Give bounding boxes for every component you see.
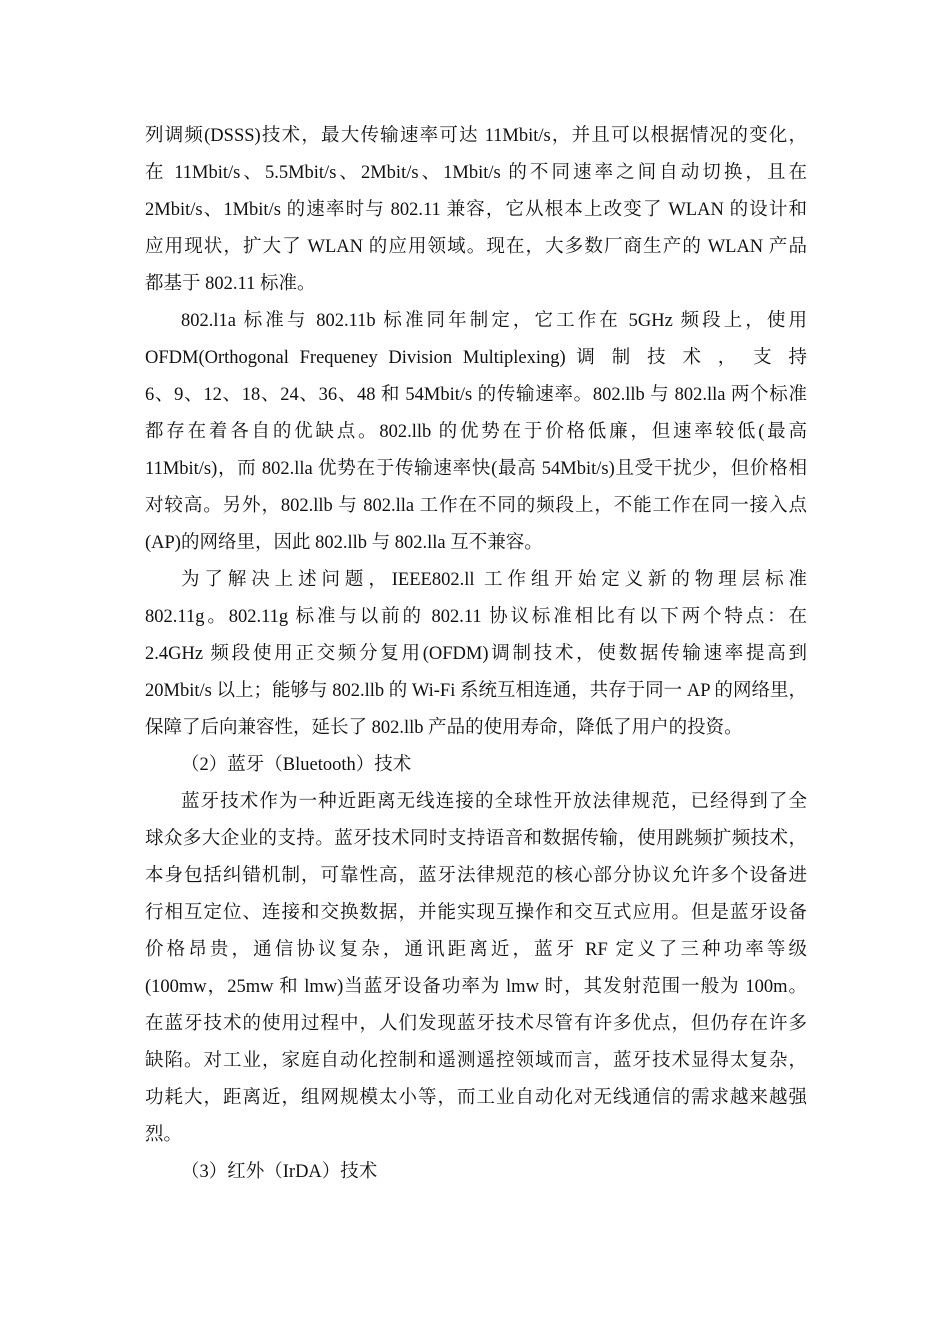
body-text-line: 保障了后向兼容性，延长了 802.llb 产品的使用寿命，降低了用户的投资。 [145,718,743,738]
body-text-line: 都存在着各自的优缺点。802.llb 的优势在于价格低廉，但速率较低(最高 [145,422,807,442]
body-text-line: 本身包括纠错机制，可靠性高，蓝牙法律规范的核心部分协议允许多个设备进 [145,866,807,886]
body-text-line: 烈。 [145,1125,183,1145]
body-text-line: (100mw，25mw 和 lmw)当蓝牙设备功率为 lmw 时，其发射范围一般为 100m。 [145,977,807,997]
section-heading: （3）红外（IrDA）技术 [181,1162,378,1182]
body-text-line: 功耗大，距离近，组网规模太小等，而工业自动化对无线通信的需求越来越强 [145,1088,807,1108]
body-text-line: (AP)的网络里，因此 802.llb 与 802.lla 互不兼容。 [145,533,543,553]
paragraph-first-line: 为了解决上述问题，IEEE802.ll 工作组开始定义新的物理层标准 [181,570,807,590]
body-text-line: 在蓝牙技术的使用过程中，人们发现蓝牙技术尽管有许多优点，但仍存在许多 [145,1014,807,1034]
body-text-line: 列调频(DSSS)技术，最大传输速率可达 11Mbit/s，并且可以根据情况的变化， [145,126,807,146]
body-text-line: 20Mbit/s 以上；能够与 802.llb 的 Wi-Fi 系统互相连通，共存于同一 AP 的网络里， [145,681,807,701]
body-text-line: 都基于 802.11 标准。 [145,274,316,294]
body-text-line: 2.4GHz 频段使用正交频分复用(OFDM)调制技术，使数据传输速率提高到 [145,644,807,664]
body-text-line: 缺陷。对工业，家庭自动化控制和遥测遥控领域而言，蓝牙技术显得太复杂， [145,1051,807,1071]
body-text-line: 6、9、12、18、24、36、48 和 54Mbit/s 的传输速率。802.llb 与 802.lla 两个标准 [145,385,807,405]
body-text-line: 802.11g。802.11g 标准与以前的 802.11 协议标准相比有以下两个特点：在 [145,607,807,627]
paragraph-first-line: 802.l1a 标准与 802.11b 标准同年制定，它工作在 5GHz 频段上，使用 [181,311,807,331]
body-text-line: 价格昂贵，通信协议复杂，通讯距离近，蓝牙 RF 定义了三种功率等级 [145,940,807,960]
body-text-line: 在 11Mbit/s、5.5Mbit/s、2Mbit/s、1Mbit/s 的不同速率之间自动切换，且在 [145,163,807,183]
body-text-line: 球众多大企业的支持。蓝牙技术同时支持语音和数据传输，使用跳频扩频技术， [145,829,807,849]
body-text-line: 2Mbit/s、1Mbit/s 的速率时与 802.11 兼容，它从根本上改变了 WLAN 的设计和 [145,200,807,220]
body-text-line: OFDM(Orthogonal Frequeney Division Multiplexing) 调 制 技 术 ， 支 持 [145,348,807,368]
body-text-line: 行相互定位、连接和交换数据，并能实现互操作和交互式应用。但是蓝牙设备 [145,903,807,923]
body-text-line: 11Mbit/s)，而 802.lla 优势在于传输速率快(最高 54Mbit/s)且受干扰少，但价格相 [145,459,807,479]
body-text-line: 应用现状，扩大了 WLAN 的应用领域。现在，大多数厂商生产的 WLAN 产品 [145,237,807,257]
body-text-line: 对较高。另外，802.llb 与 802.lla 工作在不同的频段上，不能工作在同一接入点 [145,496,807,516]
paragraph-first-line: 蓝牙技术作为一种近距离无线连接的全球性开放法律规范，已经得到了全 [181,792,807,812]
section-heading: （2）蓝牙（Bluetooth）技术 [181,755,412,775]
